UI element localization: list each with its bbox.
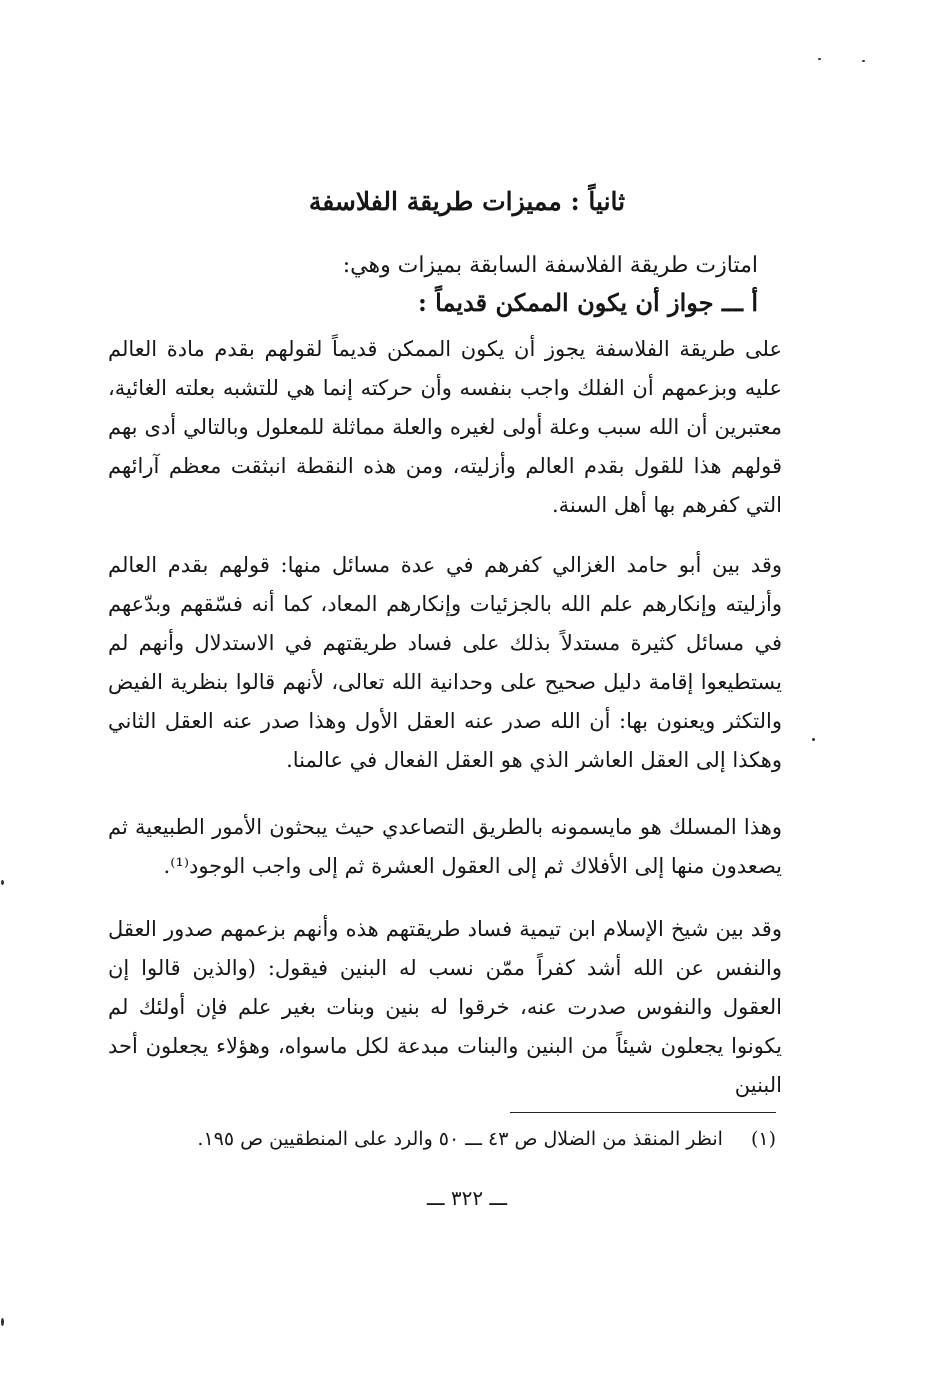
footnote-number: (١) <box>750 1128 776 1150</box>
page-number: ـــ ٣٢٢ ـــ <box>426 1186 508 1210</box>
paragraph-2: وقد بين أبو حامد الغزالي كفرهم في عدة مسائل منها: قولهم بقدم العالم وأزليته وإنكارهم علم الله بالجزئيات وإنكارهم المعاد، كما أنه فسّقهم وبدّعهم في مسائل كثيرة مستدلاً بذلك على فساد طريقتهم في الاستدلال وأنهم لم يستطيعوا إقامة دليل صحيح على وحدانية الله تعالى، لأنهم قالوا بنظرية الفيض والتكثر ويعنون بها: أن الله صدر عنه العقل الأول وهذا صدر عنه العقل الثاني وهكذا إلى العقل العاشر الذي هو العقل الفعال في عالمنا. <box>108 553 782 772</box>
footnote <box>136 1122 776 1156</box>
footnote-text: انظر المنقذ من الضلال ص ٤٣ ـــ ٥٠ والرد على المنطقيين ص ١٩٥. <box>197 1128 723 1150</box>
intro-line: امتازت طريقة الفلاسفة السابقة بميزات وهي: <box>342 253 758 278</box>
scan-speck <box>1 1318 4 1326</box>
section-heading: ثانياً : مميزات طريقة الفلاسفة <box>308 187 626 216</box>
paragraph-1: على طريقة الفلاسفة يجوز أن يكون الممكن قديماً لقولهم بقدم مادة العالم عليه وبزعمهم أن الفلك واجب بنفسه وأن حركته إنما هي للتشبه بعلته الغائية، معتبرين أن الله سبب وعلة أولى لغيره والعلة مماثلة للمعلول وبالتالي أدى بهم قولهم هذا للقول بقدم العالم وأزليته، ومن هذه النقطة انبثقت معظم آرائهم التي كفرهم بها أهل السنة. <box>108 337 782 517</box>
scan-speck <box>812 738 815 741</box>
scan-speck <box>1 880 4 885</box>
scan-speck <box>862 60 865 62</box>
paragraph-3: وهذا المسلك هو مايسمونه بالطريق التصاعدي حيث يبحثون الأمور الطبيعية ثم يصعدون منها إلى الأفلاك ثم إلى العقول العشرة ثم إلى واجب الوجود⁽¹⁾. <box>108 815 782 878</box>
paragraph-4: وقد بين شيخ الإسلام ابن تيمية فساد طريقتهم هذه وأنهم بزعمهم صدور العقل والنفس عن الله أشد كفراً ممّن نسب له البنين فيقول: (والذين قالوا إن العقول والنفوس صدرت عنه، خرقوا له بنين وبنات بغير علم فإن أولئك لم يكونوا يجعلون شيئاً من البنين والبنات مبدعة لكل ماسواه، وهؤلاء يجعلون أحد البنين <box>108 917 782 1097</box>
subsection-heading: أ ـــ جواز أن يكون الممكن قديماً : <box>417 288 758 317</box>
scan-speck <box>818 58 821 60</box>
footnote-divider <box>510 1112 776 1113</box>
